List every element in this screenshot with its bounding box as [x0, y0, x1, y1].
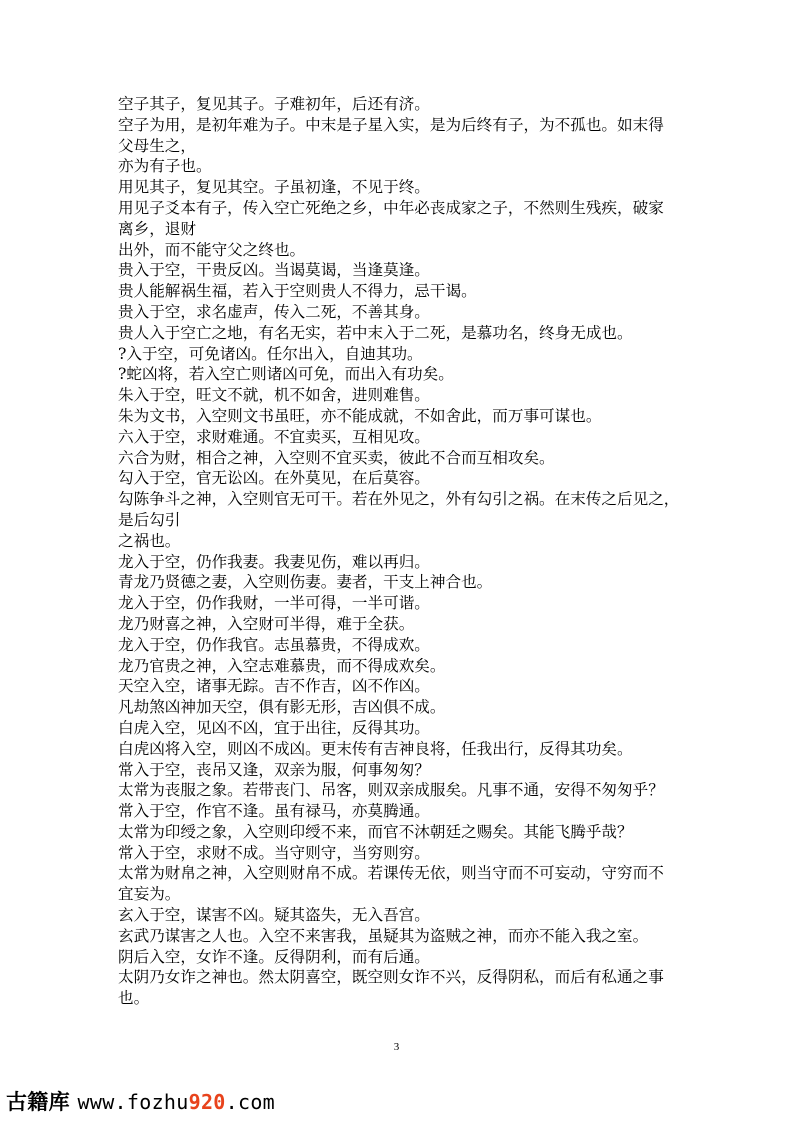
- watermark-site-suffix: .com: [225, 1090, 276, 1114]
- text-line: 玄武乃谋害之人也。入空不来害我，虽疑其为盗贼之神，而亦不能入我之室。: [118, 926, 649, 945]
- text-line: 龙乃官贵之神，入空志难慕贵，而不得成欢矣。: [118, 656, 446, 675]
- text-line: 白虎凶将入空，则凶不成凶。更末传有吉神良将，任我出行，反得其功矣。: [118, 739, 633, 758]
- text-line: 亦为有子也。: [118, 157, 212, 176]
- text-line: 阴后入空，女诈不逢。反得阴利，而有后通。: [118, 947, 430, 966]
- text-line: 常入于空，求财不成。当守则守，当穷则穷。: [118, 843, 430, 862]
- text-line: 贵入于空，求名虚声，传入二死，不善其身。: [118, 302, 430, 321]
- text-line: 空子为用，是初年难为子。中末是子星入实，是为后终有子，为不孤也。如末得: [118, 115, 664, 134]
- text-line: 之祸也。: [118, 531, 181, 550]
- text-line: 太常为印绶之象，入空则印绶不来，而官不沐朝廷之赐矣。其能飞腾乎哉？: [118, 822, 633, 841]
- text-line: 白虎入空，见凶不凶，宜于出往，反得其功。: [118, 718, 430, 737]
- text-line: 朱入于空，旺文不就，机不如舍，进则难售。: [118, 386, 430, 405]
- text-line: 六入于空，求财难通。不宜卖买，互相见攻。: [118, 427, 430, 446]
- watermark-name: 古籍库: [6, 1090, 70, 1114]
- text-line: 太常为丧服之象。若带丧门、吊客，则双亲成服矣。凡事不通，安得不匆匆乎？: [118, 781, 664, 800]
- text-line: 龙入于空，仍作我妻。我妻见伤，难以再归。: [118, 552, 430, 571]
- watermark-site-prefix: www.fozhu: [77, 1090, 189, 1114]
- text-line: 是后勾引: [118, 510, 181, 529]
- text-line: 龙入于空，仍作我财，一半可得，一半可谐。: [118, 594, 430, 613]
- document-body: [118, 94, 688, 1009]
- watermark-logo: [6, 1086, 275, 1116]
- text-line: 六合为财，相合之神，入空则不宜买卖，彼此不合而互相攻矣。: [118, 448, 555, 467]
- text-line: 空子其子，复见其子。子难初年，后还有济。: [118, 95, 430, 113]
- text-line: 龙乃财喜之神，入空财可半得，难于全获。: [118, 614, 415, 633]
- text-line: 勾入于空，官无讼凶。在外莫见，在后莫容。: [118, 469, 430, 488]
- text-line: 太常为财帛之神，入空则财帛不成。若课传无依，则当守而不可妄动，守穷而不: [118, 864, 664, 883]
- text-line: 朱为文书，入空则文书虽旺，亦不能成就，不如舍此，而万事可谋也。: [118, 406, 602, 425]
- text-line: 离乡，退财: [118, 219, 196, 238]
- text-line: 贵人入于空亡之地，有名无实，若中末入于二死，是慕功名，终身无成也。: [118, 323, 633, 342]
- text-line: ?入于空，可免诸凶。任尔出入，自迪其功。: [118, 344, 423, 363]
- watermark-site-number: 920: [188, 1090, 226, 1114]
- text-line: 也。: [118, 989, 150, 1008]
- text-line: 常入于空，作官不逢。虽有禄马，亦莫腾通。: [118, 802, 430, 821]
- text-line: 太阴乃女诈之神也。然太阴喜空，既空则女诈不兴，反得阴私，而后有私通之事: [118, 968, 664, 987]
- text-line: 用见其子，复见其空。子虽初逢，不见于终。: [118, 178, 430, 197]
- text-line: 青龙乃贤德之妻，入空则伤妻。妻者，干支上神合也。: [118, 573, 493, 592]
- text-line: 宜妄为。: [118, 885, 181, 904]
- text-line: 父母生之，: [118, 136, 196, 155]
- text-line: 玄入于空，谋害不凶。疑其盗失，无入吾宫。: [118, 906, 430, 925]
- page-number: 3: [393, 1041, 400, 1053]
- text-line: 常入于空，丧吊又逢，双亲为服，何事匆匆？: [118, 760, 430, 779]
- text-line: 龙入于空，仍作我官。志虽慕贵，不得成欢。: [118, 635, 430, 654]
- text-line: 用见子爻本有子，传入空亡死绝之乡，中年必丧成家之子，不然则生残疾，破家: [118, 198, 664, 217]
- text-line: 贵人能解祸生福，若入于空则贵人不得力，忌干谒。: [118, 282, 477, 301]
- text-line: 凡劫煞凶神加天空，俱有影无形，吉凶俱不成。: [118, 698, 446, 717]
- text-line: 勾陈争斗之神，入空则官无可干。若在外见之，外有勾引之祸。在末传之后见之，: [118, 490, 680, 509]
- text-line: 天空入空，诸事无踪。吉不作吉，凶不作凶。: [118, 677, 430, 696]
- text-line: ?蛇凶将，若入空亡则诸凶可免，而出入有功矣。: [118, 365, 454, 384]
- text-line: 出外，而不能守父之终也。: [118, 240, 306, 259]
- text-line: 贵入于空，干贵反凶。当谒莫谒，当逢莫逢。: [118, 261, 430, 280]
